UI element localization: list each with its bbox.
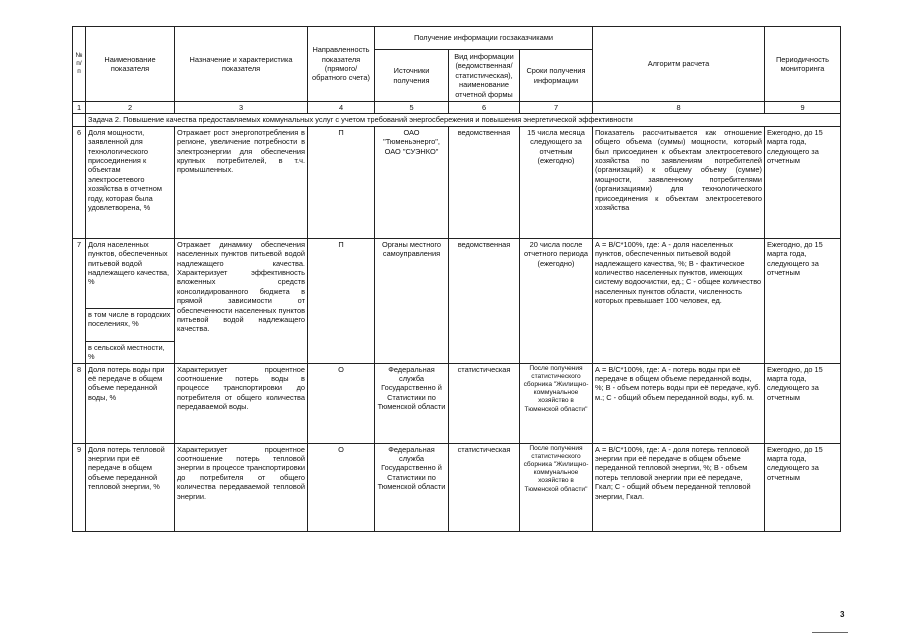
row-terms: 20 числа после отчетного периода (ежегодно) — [520, 238, 593, 363]
row-num: 6 — [73, 126, 86, 238]
task-row — [73, 114, 841, 126]
page-number: 3 — [840, 610, 845, 619]
header-periodicity: Периодичность мониторинга — [765, 27, 841, 102]
row-algorithm: А = В/С*100%, где: А - доля населенных пунктов, обеспеченных питьевой водой надлежащего качества, %; В - фактическое количество населенных пунктов, имеющих систему водоочистки, ед.; С - общее количество населенных пунктов области, численность которых превышает 100 человек, ед. — [593, 238, 765, 363]
table-row — [73, 238, 841, 308]
row-source: ОАО "Тюменьэнерго", ОАО "СУЭНКО" — [375, 126, 449, 238]
row-info-type: ведомственная — [449, 238, 520, 363]
row-name-sub: в сельской местности, % — [86, 341, 175, 363]
row-direction: О — [308, 443, 375, 531]
row-purpose: Отражает рост энергопотребления в регионе, увеличение потребности в электроэнергии для обеспечения крупных потребителей, в т.ч. промышленных. — [175, 126, 308, 238]
col-number: 9 — [765, 102, 841, 114]
row-num: 9 — [73, 443, 86, 531]
table-row — [73, 443, 841, 531]
col-number: 4 — [308, 102, 375, 114]
row-info-type: ведомственная — [449, 126, 520, 238]
header-algorithm: Алгоритм расчета — [593, 27, 765, 102]
task-title: Задача 2. Повышение качества предоставляемых коммунальных услуг с учетом требований энергосбережения и повышения энергетической эффективности — [86, 114, 841, 126]
row-terms: После получения статистического сборника "Жилищно-коммунальное хозяйство в Тюменской области" — [520, 363, 593, 443]
row-algorithm: А = В/С*100%, где: А - потерь воды при её передаче в общем объеме переданной воды, %; В - объем потерь воды при её передаче, куб. м.; С - общий объем переданной воды, куб. м. — [593, 363, 765, 443]
col-number: 6 — [449, 102, 520, 114]
column-numbers-row — [73, 102, 841, 114]
col-number: 7 — [520, 102, 593, 114]
row-periodicity: Ежегодно, до 15 марта года, следующего за отчетным — [765, 443, 841, 531]
row-terms: 15 числа месяца следующего за отчетным (ежегодно) — [520, 126, 593, 238]
row-direction: П — [308, 238, 375, 363]
row-info-type: статистическая — [449, 443, 520, 531]
col-number: 5 — [375, 102, 449, 114]
header-name: Наименование показателя — [86, 27, 175, 102]
row-name: Доля мощности, заявленной для технологического присоединения к объектам электросетевого хозяйства в отчетном году, которая была удовлетворена, % — [86, 126, 175, 238]
row-purpose: Характеризует процентное соотношение потерь тепловой энергии в процессе транспортировки до потребителя от общего количества передаваемой тепловой энергии. — [175, 443, 308, 531]
row-num: 8 — [73, 363, 86, 443]
header-num: № п/п — [73, 27, 86, 102]
row-name-sub: в том числе в городских поселениях, % — [86, 308, 175, 341]
row-purpose: Отражает динамику обеспечения населенных пунктов питьевой водой надлежащего качества. Характеризует эффективность вложенных средств консолидированного бюджета в прямой зависимости от обеспеченности населенных пунктов питьевой водой надлежащего качества. — [175, 238, 308, 363]
header-info-group: Получение информации госзаказчиками — [375, 27, 593, 50]
row-info-type: статистическая — [449, 363, 520, 443]
row-source: Федеральная служба Государственно й Статистики по Тюменской области — [375, 443, 449, 531]
header-source: Источники получения — [375, 50, 449, 102]
row-purpose: Характеризует процентное соотношение потерь воды в процессе транспортировки до потребителя от общего количества передаваемой воды. — [175, 363, 308, 443]
table-row — [73, 363, 841, 443]
header-purpose: Назначение и характеристика показателя — [175, 27, 308, 102]
row-algorithm: Показатель рассчитывается как отношение общего объема (суммы) мощности, который был присоединен к объектам электросетевого хозяйства по заявлениям потребителей (организаций) к общему объему (сумме) мощности, заявленному потребителями (организациями) для технологического присоединения к объектам электросетевого хозяйства — [593, 126, 765, 238]
header-info-type: Вид информации (ведомственная/ статистическая), наименование отчетной формы — [449, 50, 520, 102]
header-row-top — [73, 27, 841, 50]
row-source: Органы местного самоуправления — [375, 238, 449, 363]
header-direction: Направленность показателя (прямого/ обратного счета) — [308, 27, 375, 102]
row-num: 7 — [73, 238, 86, 363]
header-terms: Сроки получения информации — [520, 50, 593, 102]
row-direction: П — [308, 126, 375, 238]
col-number: 3 — [175, 102, 308, 114]
row-name: Доля потерь воды при её передаче в общем объеме переданной воды, % — [86, 363, 175, 443]
row-name: Доля потерь тепловой энергии при её передаче в общем объеме переданной тепловой энергии, % — [86, 443, 175, 531]
table-row — [73, 126, 841, 238]
col-number: 1 — [73, 102, 86, 114]
row-direction: О — [308, 363, 375, 443]
row-periodicity: Ежегодно, до 15 марта года, следующего за отчетным — [765, 363, 841, 443]
row-algorithm: А = В/С*100%, где: А - доля потерь тепловой энергии при её передаче в общем объеме переданной тепловой энергии, %; В - объем потерь тепловой энергии при её передаче, Гкал; С - общий объем переданной тепловой энергии, Гкал. — [593, 443, 765, 531]
row-name: Доля населенных пунктов, обеспеченных питьевой водой надлежащего качества, % — [86, 238, 175, 308]
row-terms: После получения статистического сборника "Жилищно-коммунальное хозяйство в Тюменской области" — [520, 443, 593, 531]
row-periodicity: Ежегодно, до 15 марта года, следующего за отчетным — [765, 126, 841, 238]
col-number: 2 — [86, 102, 175, 114]
footer-divider — [812, 632, 848, 633]
row-source: Федеральная служба Государственно й Статистики по Тюменской области — [375, 363, 449, 443]
col-number: 8 — [593, 102, 765, 114]
row-periodicity: Ежегодно, до 15 марта года, следующего за отчетным — [765, 238, 841, 363]
indicators-table — [72, 26, 841, 532]
